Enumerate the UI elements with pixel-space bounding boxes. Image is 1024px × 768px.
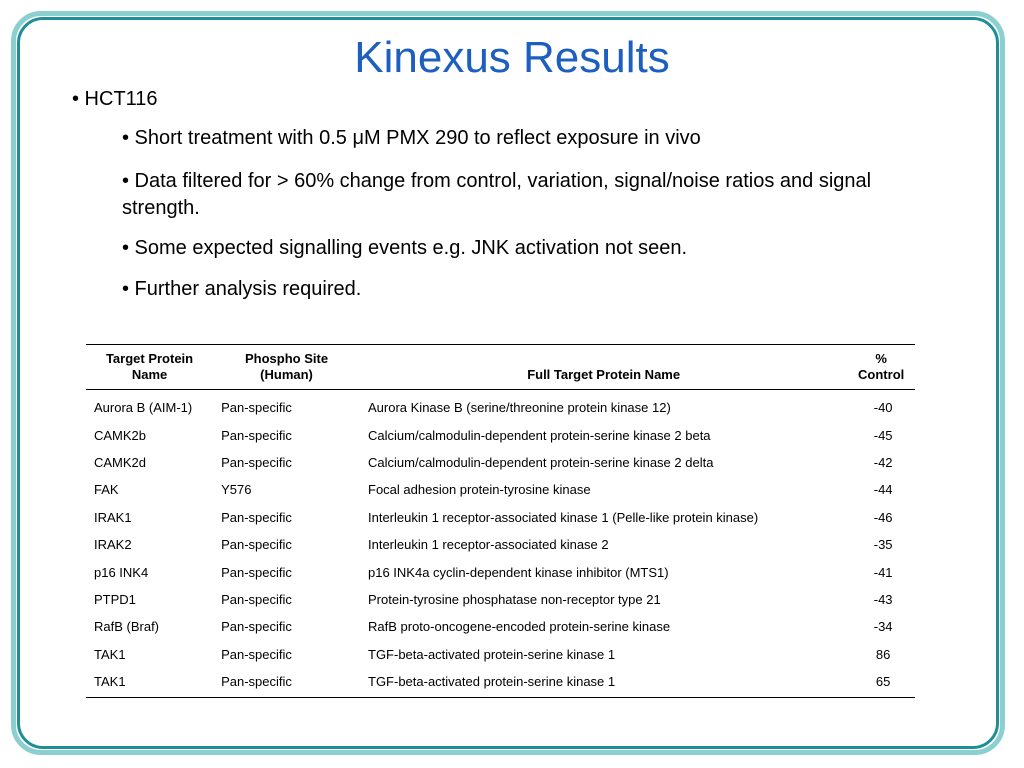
- cell-full-target-protein-name: Aurora Kinase B (serine/threonine protein kinase 12): [368, 400, 671, 416]
- cell-full-target-protein-name: p16 INK4a cyclin-dependent kinase inhibitor (MTS1): [368, 564, 669, 580]
- cell-phospho-site: Pan-specific: [221, 537, 292, 553]
- cell-phospho-site: Pan-specific: [221, 509, 292, 525]
- cell-phospho-site: Y576: [221, 482, 252, 498]
- table-row: [86, 668, 915, 698]
- cell-phospho-site: Pan-specific: [221, 646, 292, 662]
- cell-full-target-protein-name: Calcium/calmodulin-dependent protein-serine kinase 2 delta: [368, 454, 714, 470]
- table-row: [86, 421, 915, 448]
- table-row: [86, 641, 915, 668]
- cell-percent-control: 65: [847, 668, 915, 698]
- cell-full-target-protein-name: Calcium/calmodulin-dependent protein-serine kinase 2 beta: [368, 427, 711, 443]
- cell-full-target-protein-name: RafB proto-oncogene-encoded protein-serine kinase: [368, 619, 671, 635]
- cell-percent-control: -35: [873, 537, 893, 553]
- table-row: [86, 390, 915, 422]
- cell-percent-control: -43: [873, 591, 893, 607]
- cell-target-protein-name: TAK1: [94, 646, 126, 662]
- cell-phospho-site: Pan-specific: [221, 427, 292, 443]
- sub-bullet-1: • Short treatment with 0.5 μM PMX 290 to reflect exposure in vivo: [122, 127, 701, 149]
- sub-bullet-4: • Further analysis required.: [122, 278, 362, 300]
- cell-full-target-protein-name: Interleukin 1 receptor-associated kinase 2: [368, 537, 609, 553]
- cell-full-target-protein-name: TGF-beta-activated protein-serine kinase 1: [360, 668, 847, 698]
- table-row: [86, 449, 915, 476]
- cell-percent-control: -41: [873, 564, 893, 580]
- cell-phospho-site: Pan-specific: [221, 591, 292, 607]
- table-row: [86, 504, 915, 531]
- slide-title: Kinexus Results: [354, 33, 670, 82]
- header-percent-control: % Control: [847, 345, 915, 390]
- cell-percent-control: -45: [873, 427, 893, 443]
- cell-percent-control: -44: [873, 482, 893, 498]
- cell-phospho-site: Pan-specific: [221, 564, 292, 580]
- sub-bullet-2: • Data filtered for > 60% change from control, variation, signal/noise ratios and signal strength.: [122, 170, 872, 219]
- cell-phospho-site: Pan-specific: [213, 668, 360, 698]
- cell-target-protein-name: IRAK2: [94, 537, 132, 553]
- header-phospho-site: Phospho Site (Human): [213, 345, 360, 390]
- cell-full-target-protein-name: Protein-tyrosine phosphatase non-receptor type 21: [368, 591, 661, 607]
- table-row: [86, 613, 915, 640]
- cell-percent-control: 86: [875, 646, 891, 662]
- cell-target-protein-name: PTPD1: [94, 591, 136, 607]
- header-full-target-protein-name: Full Target Protein Name: [360, 345, 847, 390]
- cell-target-protein-name: Aurora B (AIM-1): [94, 400, 193, 416]
- cell-phospho-site: Pan-specific: [221, 619, 292, 635]
- table-row: [86, 558, 915, 585]
- cell-full-target-protein-name: Focal adhesion protein-tyrosine kinase: [368, 482, 591, 498]
- cell-target-protein-name: TAK1: [86, 668, 213, 698]
- header-target-protein-name: Target Protein Name: [86, 345, 213, 390]
- cell-phospho-site: Pan-specific: [221, 454, 292, 470]
- cell-target-protein-name: IRAK1: [94, 509, 132, 525]
- sub-bullet-3: • Some expected signalling events e.g. JNK activation not seen.: [122, 237, 688, 259]
- cell-percent-control: -40: [873, 400, 893, 416]
- results-table-container: [86, 344, 915, 698]
- results-table: [86, 344, 915, 698]
- cell-target-protein-name: CAMK2d: [94, 454, 147, 470]
- cell-percent-control: -34: [873, 619, 893, 635]
- table-row: [86, 531, 915, 558]
- table-body: [86, 390, 915, 698]
- cell-percent-control: -46: [873, 509, 893, 525]
- cell-full-target-protein-name: TGF-beta-activated protein-serine kinase 1: [368, 646, 616, 662]
- cell-target-protein-name: FAK: [94, 482, 119, 498]
- cell-target-protein-name: RafB (Braf): [94, 619, 160, 635]
- bullet-main: • HCT116: [72, 88, 158, 110]
- table-row: [86, 586, 915, 613]
- cell-target-protein-name: p16 INK4: [94, 564, 149, 580]
- cell-full-target-protein-name: Interleukin 1 receptor-associated kinase 1 (Pelle-like protein kinase): [368, 509, 759, 525]
- cell-percent-control: -42: [873, 454, 893, 470]
- table-header-row: [86, 345, 915, 390]
- cell-phospho-site: Pan-specific: [221, 400, 292, 416]
- table-row: [86, 476, 915, 503]
- cell-target-protein-name: CAMK2b: [94, 427, 147, 443]
